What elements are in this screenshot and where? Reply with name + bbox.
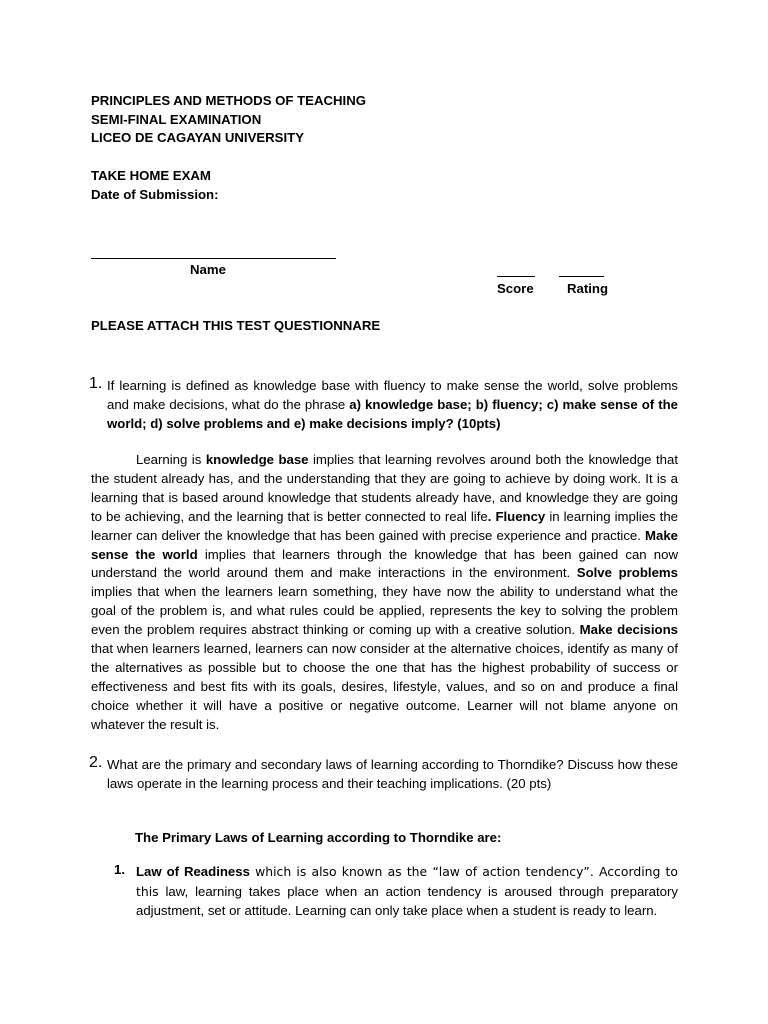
rating-label: Rating	[567, 281, 609, 296]
question-1-emphasis: a) knowledge base; b) fluency; c) make sense of the world; d) solve problems and e) make decisions imply? (10pts)	[107, 397, 678, 431]
exam-info	[91, 167, 219, 204]
question-2-number: 2.	[89, 754, 103, 771]
term-fluency: . Fluency	[487, 508, 546, 524]
name-label: Name	[190, 262, 226, 277]
term-knowledge-base: knowledge base	[205, 452, 309, 467]
answer-text: implies that when the learners learn something, they have now the ability to understand what the goal of the problem is, and what rules could be applied, represents the key to solving the problem even the problem requires abstract thinking or coming up with a creative solution.	[91, 584, 678, 638]
rating-blank-line	[559, 276, 604, 277]
attach-instruction: PLEASE ATTACH THIS TEST QUESTIONNARE	[91, 318, 381, 333]
name-signature-line	[91, 258, 336, 259]
term-make-decisions: Make decisions	[579, 622, 679, 638]
course-title: PRINCIPLES AND METHODS OF TEACHING	[91, 93, 366, 108]
answer-text: Learning is	[136, 452, 206, 467]
score-blank-line	[497, 276, 535, 277]
exam-type: TAKE HOME EXAM	[91, 168, 211, 183]
score-label: Score	[497, 281, 534, 296]
answer-1-paragraph	[91, 451, 678, 735]
list-item-number: 1.	[114, 862, 125, 877]
exam-title: SEMI-FINAL EXAMINATION	[91, 111, 262, 127]
university-name: LICEO DE CAGAYAN UNIVERSITY	[91, 130, 304, 145]
term-make-sense: Make sense the world	[91, 527, 678, 562]
law-of-readiness-text: law, learning takes place when an action tendency is aroused through preparatory adjustment, set or attitude. Learning can only take place when a student is ready to learn.	[136, 883, 678, 918]
answer-text: implies that learning revolves around both the knowledge that the student already has, and the understanding that they are going to achieve by doing work. It is a learning that is based around knowledge that students already have, and knowledge they are going to be achieving, and the learning that is better connected to real life	[91, 452, 678, 524]
question-1-text: If learning is defined as knowledge base with fluency to make sense the world, solve problems and make decisions, what do the phrase	[107, 378, 678, 412]
term-solve-problems: Solve problems	[576, 565, 678, 581]
answer-text: implies that learners through the knowledge that has been gained can now understand the world around them and make interactions in the environment.	[91, 546, 678, 581]
question-2: What are the primary and secondary laws of learning according to Thorndike? Discuss how these laws operate in the learning process and their teaching implications. (20 pts)	[107, 757, 678, 791]
law-of-readiness-intro: which is also known as the “law of action tendency”. According to this	[136, 864, 678, 899]
question-1	[107, 376, 678, 433]
date-of-submission-label: Date of Submission:	[91, 186, 219, 202]
question-1-number: 1.	[89, 375, 103, 392]
answer-text: in learning implies the learner can deliver the knowledge that has been gained with precise experience and practice.	[91, 508, 678, 543]
document-header	[91, 92, 366, 148]
law-of-readiness-term: Law of Readiness	[136, 864, 250, 879]
answer-text: that when learners learned, learners can now consider at the alternative choices, identify as many of the alternatives as possible but to choose the one that has the highest probability of success or effectiveness and best fits with its goals, desires, lifestyle, values, and so on and produce a final choice whether it will have a positive or negative outcome. Learner will not blame anyone on whatever the result is.	[91, 641, 678, 732]
list-item	[136, 862, 678, 921]
primary-laws-heading: The Primary Laws of Learning according to Thorndike are:	[135, 830, 502, 845]
